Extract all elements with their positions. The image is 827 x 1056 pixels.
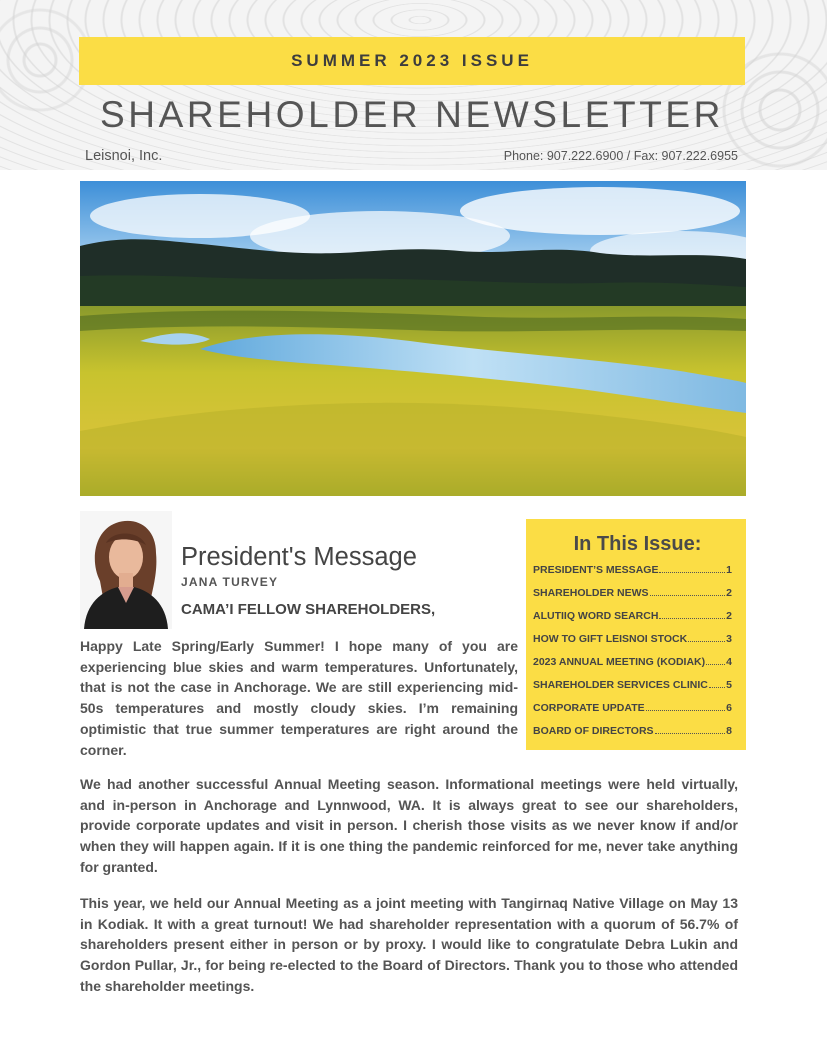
toc-item-label: ALUTIIQ WORD SEARCH xyxy=(533,610,659,622)
president-portrait xyxy=(80,511,172,629)
toc-item-label: CORPORATE UPDATE xyxy=(533,702,645,714)
toc-item xyxy=(533,725,732,748)
toc-item-page: 2 xyxy=(726,610,732,622)
toc-title: In This Issue: xyxy=(573,533,702,555)
toc-item-page: 1 xyxy=(726,564,732,576)
toc-item-label: SHAREHOLDER SERVICES CLINIC xyxy=(533,679,708,691)
toc-item-label: 2023 ANNUAL MEETING (KODIAK) xyxy=(533,656,706,668)
greeting: CAMA’I FELLOW SHAREHOLDERS, xyxy=(181,601,436,618)
issue-label: SUMMER 2023 ISSUE xyxy=(291,51,533,70)
issue-banner xyxy=(79,37,745,85)
contact-info: Phone: 907.222.6900 / Fax: 907.222.6955 xyxy=(503,149,738,163)
toc-item-page: 6 xyxy=(726,702,732,714)
toc-item-label: PRESIDENT’S MESSAGE xyxy=(533,564,659,576)
toc-list xyxy=(533,564,732,748)
toc-item xyxy=(533,610,732,633)
toc-item-page: 4 xyxy=(726,656,732,668)
header-background xyxy=(0,0,827,170)
toc-item xyxy=(533,564,732,587)
toc-item-page: 2 xyxy=(726,587,732,599)
president-message-title: President's Message xyxy=(181,543,417,571)
in-this-issue-box xyxy=(526,519,746,750)
toc-leader-dots xyxy=(655,733,726,734)
body-paragraph-2: We had another successful Annual Meeting season. Informational meetings were held virtually, and in-person in Anchorage and Lynnwood, WA. It is always great to see our shareholders, provide corporate updates and visit in person. I cherish those visits as we never know if and/or when they will happen again. If it is one thing the pandemic reinforced for me, never take anything for granted. xyxy=(80,776,738,875)
hero-landscape-image xyxy=(80,181,746,496)
toc-leader-dots xyxy=(650,595,726,596)
body-paragraph-3: This year, we held our Annual Meeting as a joint meeting with Tangirnaq Native Village on May 13 in Kodiak. It with a great turnout! We had shareholder representation with a quorum of 56.7% of shareholders present either in person or by proxy. I would like to congratulate Debra Lukin and Gordon Pullar, Jr., for being re-elected to the Board of Directors. Thank you to those who attended the shareholder meetings. xyxy=(80,895,738,994)
toc-item-page: 5 xyxy=(726,679,732,691)
toc-leader-dots xyxy=(688,641,725,642)
body-paragraph-1: Happy Late Spring/Early Summer! I hope many of you are experiencing blue skies and warm temperatures. Unfortunately, that is not the case in Anchorage. We are still experiencing mid-50s temperatures and mostly cloudy skies. I’m remaining optimistic that true summer temperatures are right around the corner. xyxy=(80,638,518,758)
toc-leader-dots xyxy=(706,664,725,665)
toc-item xyxy=(533,656,732,679)
toc-leader-dots xyxy=(659,618,725,619)
toc-item-page: 3 xyxy=(726,633,732,645)
toc-item-page: 8 xyxy=(726,725,732,737)
toc-item-label: BOARD OF DIRECTORS xyxy=(533,725,654,737)
president-name: JANA TURVEY xyxy=(181,575,279,589)
company-name: Leisnoi, Inc. xyxy=(85,148,163,164)
toc-leader-dots xyxy=(659,572,725,573)
toc-item-label: SHAREHOLDER NEWS xyxy=(533,587,649,599)
toc-item xyxy=(533,702,732,725)
toc-item xyxy=(533,587,732,610)
newsletter-title: SHAREHOLDER NEWSLETTER xyxy=(99,94,724,135)
toc-leader-dots xyxy=(646,710,726,711)
toc-item xyxy=(533,679,732,702)
toc-item-label: HOW TO GIFT LEISNOI STOCK xyxy=(533,633,688,645)
toc-leader-dots xyxy=(709,687,725,688)
toc-item xyxy=(533,633,732,656)
